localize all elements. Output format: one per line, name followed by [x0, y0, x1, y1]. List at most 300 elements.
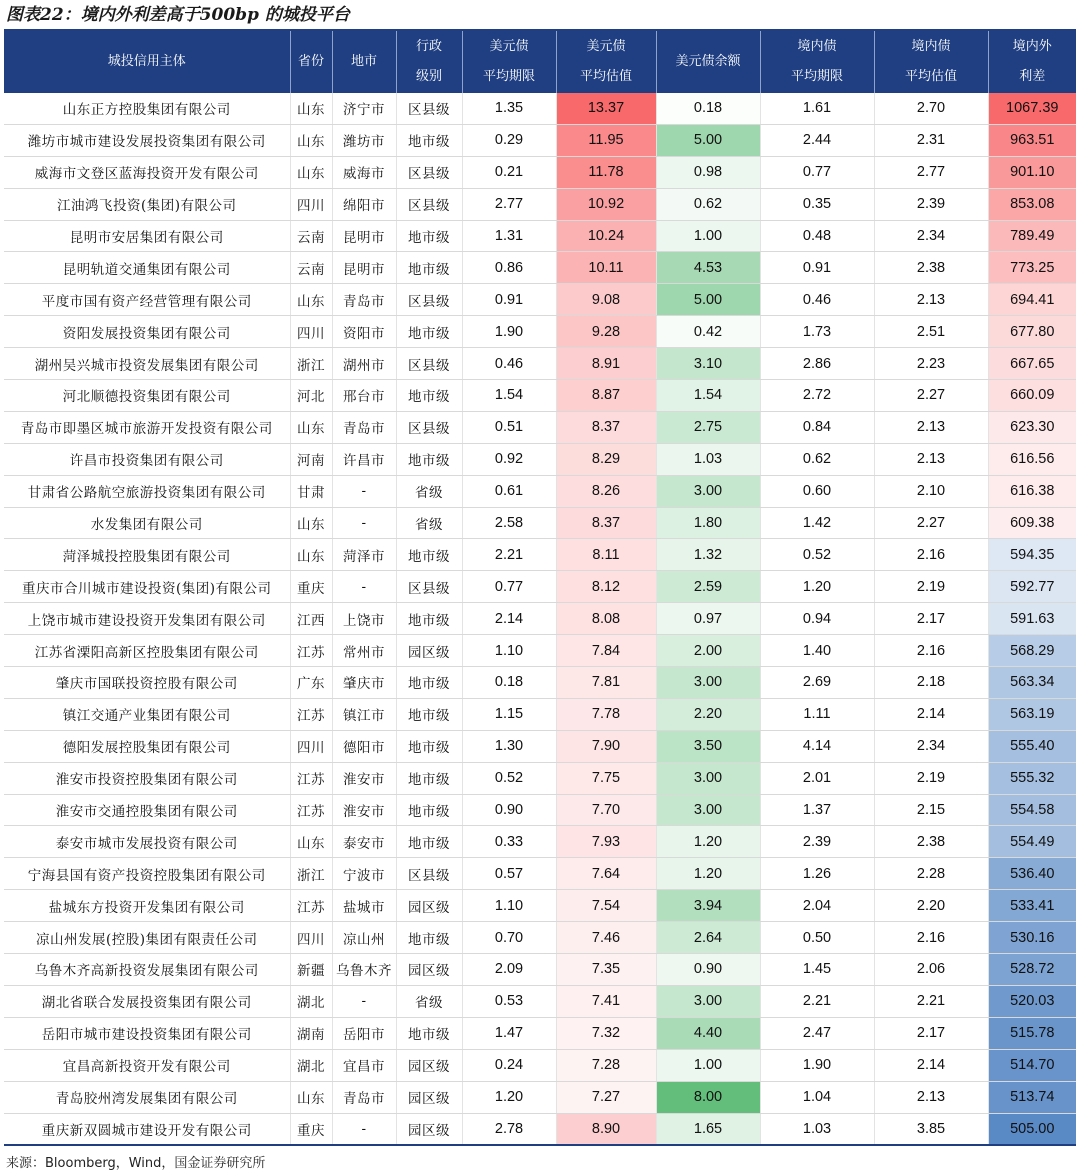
- table-cell: 菏泽市: [332, 539, 396, 571]
- table-cell: 2.75: [656, 411, 760, 443]
- table-cell: 重庆市合川城市建设投资(集团)有限公司: [4, 571, 290, 603]
- column-header-0: [4, 31, 290, 93]
- table-cell: 江苏: [290, 635, 332, 667]
- table-cell: 2.13: [874, 1081, 988, 1113]
- table-cell: 555.32: [988, 762, 1076, 794]
- table-cell: 0.57: [462, 858, 556, 890]
- column-header-line1: 美元债: [586, 39, 626, 54]
- table-cell: 0.90: [462, 794, 556, 826]
- table-cell: 0.48: [760, 220, 874, 252]
- table-cell: 8.91: [556, 348, 656, 380]
- table-row: [4, 603, 1076, 635]
- column-header-line2: 利差: [1019, 69, 1046, 84]
- table-cell: 湖州吴兴城市投资发展集团有限公司: [4, 348, 290, 380]
- table-cell: 山东: [290, 156, 332, 188]
- table-cell: 区县级: [396, 571, 462, 603]
- table-cell: 江苏省溧阳高新区控股集团有限公司: [4, 635, 290, 667]
- table-cell: 四川: [290, 188, 332, 220]
- table-cell: 2.77: [462, 188, 556, 220]
- table-cell: 甘肃: [290, 475, 332, 507]
- table-cell: 2.21: [874, 985, 988, 1017]
- table-cell: 8.37: [556, 507, 656, 539]
- table-cell: 8.26: [556, 475, 656, 507]
- table-cell: 2.14: [462, 603, 556, 635]
- table-cell: 10.24: [556, 220, 656, 252]
- table-cell: 1.15: [462, 698, 556, 730]
- table-cell: 8.90: [556, 1113, 656, 1145]
- table-cell: 盐城东方投资开发集团有限公司: [4, 890, 290, 922]
- table-cell: 肇庆市国联投资控股有限公司: [4, 667, 290, 699]
- table-cell: 甘肃省公路航空旅游投资集团有限公司: [4, 475, 290, 507]
- table-row: [4, 316, 1076, 348]
- table-cell: 1.61: [760, 93, 874, 124]
- table-cell: 许昌市: [332, 443, 396, 475]
- table-cell: 3.00: [656, 985, 760, 1017]
- table-cell: 湖北省联合发展投资集团有限公司: [4, 985, 290, 1017]
- table-cell: 0.33: [462, 826, 556, 858]
- table-cell: 555.40: [988, 730, 1076, 762]
- table-cell: 岳阳市城市建设投资集团有限公司: [4, 1017, 290, 1049]
- table-row: [4, 507, 1076, 539]
- table-cell: 1.45: [760, 954, 874, 986]
- table-cell: -: [332, 507, 396, 539]
- table-cell: 1.54: [462, 380, 556, 412]
- table-cell: 11.95: [556, 124, 656, 156]
- table-cell: 地市级: [396, 443, 462, 475]
- table-cell: 554.58: [988, 794, 1076, 826]
- table-row: [4, 954, 1076, 986]
- table-cell: 淮安市投资控股集团有限公司: [4, 762, 290, 794]
- table-cell: 重庆: [290, 1113, 332, 1145]
- table-cell: 威海市文登区蓝海投资开发有限公司: [4, 156, 290, 188]
- table-cell: 0.46: [760, 284, 874, 316]
- table-row: [4, 1113, 1076, 1145]
- table-cell: 1.03: [656, 443, 760, 475]
- table-cell: 重庆新双圆城市建设开发有限公司: [4, 1113, 290, 1145]
- table-cell: 宁海县国有资产投资控股集团有限公司: [4, 858, 290, 890]
- table-cell: 2.17: [874, 1017, 988, 1049]
- table-cell: 山东: [290, 411, 332, 443]
- table-cell: 3.10: [656, 348, 760, 380]
- table-cell: 地市级: [396, 252, 462, 284]
- table-cell: 省级: [396, 475, 462, 507]
- table-cell: 菏泽城投控股集团有限公司: [4, 539, 290, 571]
- table-cell: 河南: [290, 443, 332, 475]
- table-cell: 0.91: [760, 252, 874, 284]
- table-cell: 536.40: [988, 858, 1076, 890]
- table-cell: 邢台市: [332, 380, 396, 412]
- table-row: [4, 826, 1076, 858]
- table-cell: 4.40: [656, 1017, 760, 1049]
- table-cell: 591.63: [988, 603, 1076, 635]
- table-cell: 0.46: [462, 348, 556, 380]
- table-cell: 济宁市: [332, 93, 396, 124]
- table-cell: 2.04: [760, 890, 874, 922]
- table-cell: 地市级: [396, 730, 462, 762]
- table-cell: 0.50: [760, 922, 874, 954]
- table-cell: 青岛市: [332, 1081, 396, 1113]
- table-cell: 2.47: [760, 1017, 874, 1049]
- table-row: [4, 667, 1076, 699]
- table-cell: 1.20: [462, 1081, 556, 1113]
- table-cell: 浙江: [290, 858, 332, 890]
- table-cell: 园区级: [396, 1049, 462, 1081]
- table-row: [4, 380, 1076, 412]
- table-cell: 许昌市投资集团有限公司: [4, 443, 290, 475]
- table-cell: 1.65: [656, 1113, 760, 1145]
- table-cell: 533.41: [988, 890, 1076, 922]
- column-header-line1: 美元债: [489, 39, 529, 54]
- table-cell: 盐城市: [332, 890, 396, 922]
- table-cell: 0.61: [462, 475, 556, 507]
- table-cell: 9.28: [556, 316, 656, 348]
- table-cell: 0.92: [462, 443, 556, 475]
- table-cell: 667.65: [988, 348, 1076, 380]
- table-cell: 7.28: [556, 1049, 656, 1081]
- table-cell: 江西: [290, 603, 332, 635]
- table-cell: 浙江: [290, 348, 332, 380]
- table-cell: 1.37: [760, 794, 874, 826]
- table-cell: 660.09: [988, 380, 1076, 412]
- table-cell: 潍坊市: [332, 124, 396, 156]
- table-cell: 7.81: [556, 667, 656, 699]
- table-cell: 四川: [290, 922, 332, 954]
- column-header-6: [656, 31, 760, 93]
- table-cell: 2.38: [874, 826, 988, 858]
- table-row: [4, 1049, 1076, 1081]
- table-cell: 8.37: [556, 411, 656, 443]
- table-cell: 13.37: [556, 93, 656, 124]
- table-cell: 湖北: [290, 985, 332, 1017]
- table-cell: 594.35: [988, 539, 1076, 571]
- table-cell: 1.30: [462, 730, 556, 762]
- table-cell: 上饶市城市建设投资开发集团有限公司: [4, 603, 290, 635]
- table-cell: 520.03: [988, 985, 1076, 1017]
- column-header-8: [874, 31, 988, 93]
- table-cell: 2.20: [874, 890, 988, 922]
- table-row: [4, 858, 1076, 890]
- table-cell: 威海市: [332, 156, 396, 188]
- table-cell: 地市级: [396, 667, 462, 699]
- table-cell: 10.92: [556, 188, 656, 220]
- table-cell: 7.93: [556, 826, 656, 858]
- table-cell: 镇江交通产业集团有限公司: [4, 698, 290, 730]
- table-cell: 2.18: [874, 667, 988, 699]
- table-row: [4, 922, 1076, 954]
- table-cell: 7.64: [556, 858, 656, 890]
- table-cell: 2.19: [874, 762, 988, 794]
- table-cell: 0.86: [462, 252, 556, 284]
- table-cell: 0.90: [656, 954, 760, 986]
- table-cell: 0.52: [760, 539, 874, 571]
- table-cell: 592.77: [988, 571, 1076, 603]
- table-cell: 昆明轨道交通集团有限公司: [4, 252, 290, 284]
- table-cell: 园区级: [396, 890, 462, 922]
- table-cell: 淮安市: [332, 794, 396, 826]
- table-cell: 2.09: [462, 954, 556, 986]
- table-cell: 山东正方控股集团有限公司: [4, 93, 290, 124]
- table-cell: 694.41: [988, 284, 1076, 316]
- table-cell: 江苏: [290, 794, 332, 826]
- table-cell: 宜昌市: [332, 1049, 396, 1081]
- table-cell: 2.17: [874, 603, 988, 635]
- table-cell: 2.34: [874, 220, 988, 252]
- table-cell: 山东: [290, 93, 332, 124]
- table-row: [4, 475, 1076, 507]
- table-cell: 8.08: [556, 603, 656, 635]
- table-cell: 四川: [290, 730, 332, 762]
- table-cell: 0.62: [656, 188, 760, 220]
- table-cell: 8.12: [556, 571, 656, 603]
- table-cell: 2.20: [656, 698, 760, 730]
- table-cell: 省级: [396, 985, 462, 1017]
- table-cell: 1.73: [760, 316, 874, 348]
- table-cell: 1.10: [462, 890, 556, 922]
- table-cell: 1.00: [656, 1049, 760, 1081]
- table-cell: 609.38: [988, 507, 1076, 539]
- table-cell: 河北: [290, 380, 332, 412]
- source-note: 来源：Bloomberg，Wind，国金证券研究所: [6, 1156, 266, 1171]
- table-cell: 1.90: [760, 1049, 874, 1081]
- table-cell: 3.00: [656, 762, 760, 794]
- table-row: [4, 730, 1076, 762]
- table-cell: 青岛市: [332, 411, 396, 443]
- table-cell: 3.00: [656, 475, 760, 507]
- table-cell: 1.42: [760, 507, 874, 539]
- table-cell: 江苏: [290, 762, 332, 794]
- table-cell: 1067.39: [988, 93, 1076, 124]
- table-body: [4, 93, 1076, 1145]
- table-cell: -: [332, 985, 396, 1017]
- table-cell: 3.50: [656, 730, 760, 762]
- column-header-line1: 境内外: [1012, 39, 1052, 54]
- column-header-line1: 地市: [350, 54, 377, 69]
- column-header-line1: 城投信用主体: [107, 54, 186, 69]
- table-cell: 区县级: [396, 284, 462, 316]
- table-cell: 常州市: [332, 635, 396, 667]
- table-cell: 2.21: [462, 539, 556, 571]
- table-cell: 2.06: [874, 954, 988, 986]
- table-cell: 广东: [290, 667, 332, 699]
- table-cell: 1.32: [656, 539, 760, 571]
- table-cell: 11.78: [556, 156, 656, 188]
- table-cell: 2.13: [874, 284, 988, 316]
- table-cell: 2.39: [874, 188, 988, 220]
- column-header-line1: 境内债: [797, 39, 837, 54]
- column-header-line2: 平均期限: [482, 69, 535, 84]
- table-cell: -: [332, 475, 396, 507]
- table-cell: 山东: [290, 539, 332, 571]
- table-cell: 7.46: [556, 922, 656, 954]
- table-cell: 2.23: [874, 348, 988, 380]
- table-cell: 0.18: [462, 667, 556, 699]
- table-cell: 2.01: [760, 762, 874, 794]
- table-cell: 2.27: [874, 380, 988, 412]
- table-cell: 0.94: [760, 603, 874, 635]
- table-cell: 区县级: [396, 188, 462, 220]
- table-cell: 0.84: [760, 411, 874, 443]
- table-cell: 1.47: [462, 1017, 556, 1049]
- table-cell: 853.08: [988, 188, 1076, 220]
- table-row: [4, 890, 1076, 922]
- column-header-2: [332, 31, 396, 93]
- table-cell: 1.80: [656, 507, 760, 539]
- table-cell: 山东: [290, 284, 332, 316]
- table-cell: 505.00: [988, 1113, 1076, 1145]
- table-cell: 2.86: [760, 348, 874, 380]
- table-cell: 园区级: [396, 1113, 462, 1145]
- table-cell: 2.10: [874, 475, 988, 507]
- table-cell: 地市级: [396, 124, 462, 156]
- table-cell: 1.03: [760, 1113, 874, 1145]
- column-header-line2: 平均期限: [790, 69, 843, 84]
- table-cell: 0.91: [462, 284, 556, 316]
- table-cell: 773.25: [988, 252, 1076, 284]
- table-cell: 2.13: [874, 443, 988, 475]
- table-cell: 0.42: [656, 316, 760, 348]
- table-cell: 515.78: [988, 1017, 1076, 1049]
- table-cell: 绵阳市: [332, 188, 396, 220]
- table-cell: 0.29: [462, 124, 556, 156]
- table-cell: 2.15: [874, 794, 988, 826]
- table-row: [4, 985, 1076, 1017]
- table-cell: 1.31: [462, 220, 556, 252]
- table-cell: 1.54: [656, 380, 760, 412]
- table-cell: 区县级: [396, 93, 462, 124]
- table-cell: 2.58: [462, 507, 556, 539]
- table-cell: 1.20: [656, 858, 760, 890]
- table-cell: 7.27: [556, 1081, 656, 1113]
- table-cell: 0.21: [462, 156, 556, 188]
- table-cell: 1.20: [760, 571, 874, 603]
- table-cell: 2.77: [874, 156, 988, 188]
- table-cell: 901.10: [988, 156, 1076, 188]
- table-row: [4, 284, 1076, 316]
- table-cell: 凉山州: [332, 922, 396, 954]
- table-cell: 2.14: [874, 698, 988, 730]
- table-cell: 河北顺德投资集团有限公司: [4, 380, 290, 412]
- table-row: [4, 635, 1076, 667]
- table-cell: 1.11: [760, 698, 874, 730]
- table-cell: 资阳发展投资集团有限公司: [4, 316, 290, 348]
- table-cell: 1.10: [462, 635, 556, 667]
- table-row: [4, 539, 1076, 571]
- table-cell: 3.94: [656, 890, 760, 922]
- table-cell: 8.29: [556, 443, 656, 475]
- table-title: 图表22：境内外利差高于500bp 的城投平台: [6, 5, 350, 25]
- table-cell: 山东: [290, 124, 332, 156]
- table-cell: 上饶市: [332, 603, 396, 635]
- table-cell: 2.16: [874, 635, 988, 667]
- spread-table: [4, 31, 1076, 1146]
- column-header-line1: 境内债: [911, 39, 951, 54]
- table-cell: 园区级: [396, 635, 462, 667]
- table-row: [4, 93, 1076, 124]
- table-cell: 湖北: [290, 1049, 332, 1081]
- table-cell: 地市级: [396, 603, 462, 635]
- table-cell: 地市级: [396, 316, 462, 348]
- table-cell: 地市级: [396, 794, 462, 826]
- table-cell: 淮安市交通控股集团有限公司: [4, 794, 290, 826]
- header-row: [4, 31, 1076, 93]
- table-cell: 7.75: [556, 762, 656, 794]
- table-cell: 7.90: [556, 730, 656, 762]
- column-header-line1: 美元债余额: [675, 54, 741, 69]
- table-cell: 2.59: [656, 571, 760, 603]
- table-cell: 623.30: [988, 411, 1076, 443]
- table-cell: 0.53: [462, 985, 556, 1017]
- table-cell: 江油鸿飞投资(集团)有限公司: [4, 188, 290, 220]
- table-cell: 1.20: [656, 826, 760, 858]
- table-cell: 地市级: [396, 539, 462, 571]
- table-cell: 2.16: [874, 922, 988, 954]
- column-header-9: [988, 31, 1076, 93]
- table-cell: 563.19: [988, 698, 1076, 730]
- table-cell: 2.31: [874, 124, 988, 156]
- table-row: [4, 698, 1076, 730]
- table-row: [4, 156, 1076, 188]
- table-row: [4, 252, 1076, 284]
- table-cell: 园区级: [396, 1081, 462, 1113]
- table-cell: 2.21: [760, 985, 874, 1017]
- table-cell: 4.14: [760, 730, 874, 762]
- table-cell: 0.70: [462, 922, 556, 954]
- table-cell: -: [332, 1113, 396, 1145]
- table-cell: 省级: [396, 507, 462, 539]
- table-cell: 8.87: [556, 380, 656, 412]
- table-cell: 0.52: [462, 762, 556, 794]
- table-cell: 4.53: [656, 252, 760, 284]
- table-cell: 2.38: [874, 252, 988, 284]
- table-cell: 1.90: [462, 316, 556, 348]
- table-cell: 2.27: [874, 507, 988, 539]
- table-cell: 1.00: [656, 220, 760, 252]
- table-cell: 云南: [290, 220, 332, 252]
- table-cell: 2.51: [874, 316, 988, 348]
- table-cell: 园区级: [396, 954, 462, 986]
- table-cell: 重庆: [290, 571, 332, 603]
- table-cell: 凉山州发展(控股)集团有限责任公司: [4, 922, 290, 954]
- table-cell: 云南: [290, 252, 332, 284]
- table-cell: 潍坊市城市建设发展投资集团有限公司: [4, 124, 290, 156]
- table-cell: 淮安市: [332, 762, 396, 794]
- table-row: [4, 411, 1076, 443]
- table-cell: 8.00: [656, 1081, 760, 1113]
- table-cell: -: [332, 571, 396, 603]
- table-cell: 昆明市安居集团有限公司: [4, 220, 290, 252]
- table-cell: 789.49: [988, 220, 1076, 252]
- table-cell: 0.18: [656, 93, 760, 124]
- table-cell: 7.32: [556, 1017, 656, 1049]
- table-cell: 7.78: [556, 698, 656, 730]
- table-cell: 568.29: [988, 635, 1076, 667]
- table-cell: 2.69: [760, 667, 874, 699]
- table-cell: 963.51: [988, 124, 1076, 156]
- column-header-3: [396, 31, 462, 93]
- table-cell: 德阳市: [332, 730, 396, 762]
- column-header-line1: 省份: [297, 54, 324, 69]
- table-cell: 2.78: [462, 1113, 556, 1145]
- table-cell: 湖州市: [332, 348, 396, 380]
- table-cell: 乌鲁木齐高新投资发展集团有限公司: [4, 954, 290, 986]
- table-row: [4, 443, 1076, 475]
- table-cell: 昆明市: [332, 252, 396, 284]
- table-cell: 地市级: [396, 380, 462, 412]
- table-cell: 平度市国有资产经营管理有限公司: [4, 284, 290, 316]
- table-cell: 江苏: [290, 698, 332, 730]
- column-header-5: [556, 31, 656, 93]
- table-cell: 德阳发展控股集团有限公司: [4, 730, 290, 762]
